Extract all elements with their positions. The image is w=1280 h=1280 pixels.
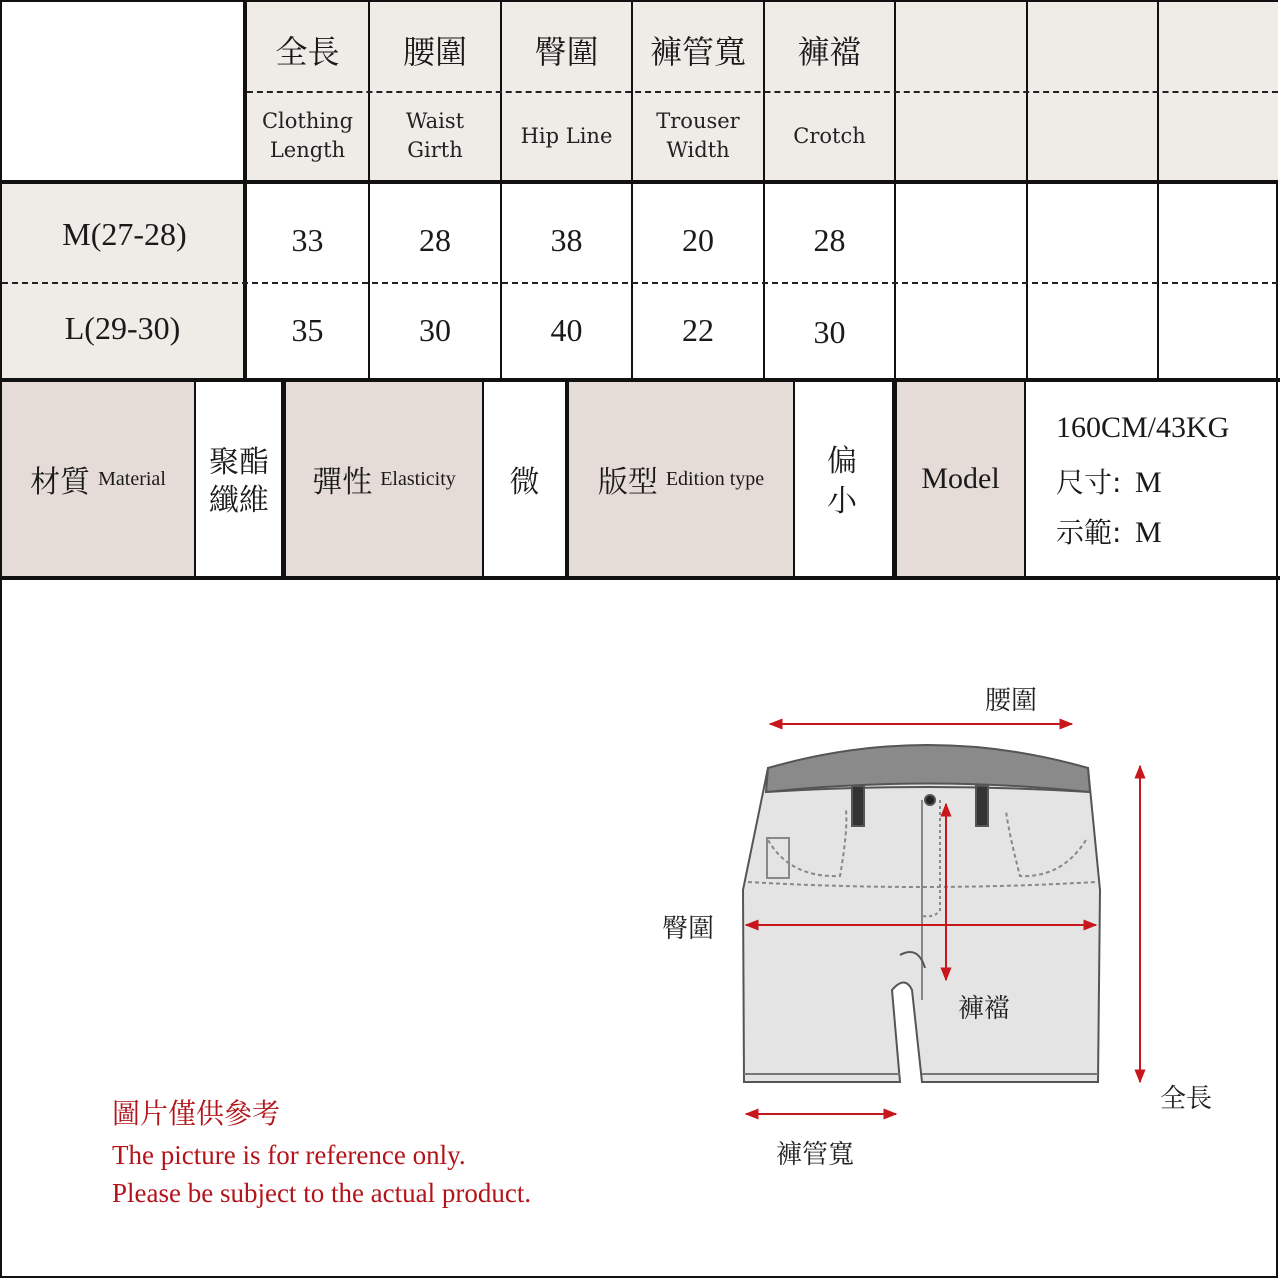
col-head-zh-trouser-width: 褲管寬 [649, 33, 746, 71]
model-label: Model [921, 462, 1000, 495]
col-head-en-crotch: Crotch [793, 123, 866, 148]
col-head-zh-length: 全長 [275, 33, 340, 71]
cell-m-crotch: 28 [813, 221, 846, 258]
col-head-en-trouser-width: Trouser Width [656, 109, 740, 162]
shorts-diagram [0, 580, 1280, 1276]
material-value: 聚酯纖維 [209, 445, 269, 518]
edition-label [569, 382, 793, 576]
model-demo-label: 示範: [1056, 516, 1122, 549]
note-line1: The picture is for reference only. [112, 1140, 466, 1170]
col-head-en-length: Clothing Length [261, 109, 354, 162]
elasticity-value: 微 [509, 465, 540, 500]
model-stats: 160CM/43KG [1056, 411, 1230, 444]
col-head-zh-hip: 臀圍 [534, 33, 599, 71]
model-size-value: M [1134, 466, 1162, 499]
label-crotch: 褲襠 [958, 994, 1011, 1024]
model-demo-value: M [1134, 516, 1162, 549]
material-label-en: Material [98, 467, 166, 490]
note-line2: Please be subject to the actual product. [112, 1178, 532, 1208]
edition-value: 偏小 [827, 444, 857, 519]
size-table [2, 2, 1278, 378]
size-label-m: M(27-28) [62, 215, 187, 252]
model-size-label: 尺寸: [1056, 466, 1122, 499]
material-label-zh: 材質 [30, 465, 91, 500]
cell-l-waist: 30 [419, 311, 451, 348]
label-length: 全長 [1160, 1084, 1213, 1114]
cell-m-length: 33 [291, 221, 324, 258]
cell-m-waist: 28 [419, 221, 451, 258]
col-head-zh-waist: 腰圍 [402, 33, 467, 71]
attributes-row [0, 382, 1280, 576]
cell-m-trouser-width: 20 [682, 221, 714, 258]
label-trouser-width: 褲管寬 [776, 1140, 855, 1170]
col-head-en-waist: Waist Girth [405, 109, 465, 162]
elasticity-label [286, 382, 482, 576]
elasticity-label-zh: 彈性 [312, 465, 373, 500]
elasticity-label-en: Elasticity [380, 467, 456, 490]
label-waist: 腰圍 [985, 686, 1038, 716]
col-head-zh-crotch: 褲襠 [797, 33, 862, 71]
edition-label-en: Edition type [665, 467, 765, 490]
model-info [1056, 408, 1276, 558]
cell-l-length: 35 [291, 311, 324, 348]
label-hip: 臀圍 [662, 914, 715, 944]
note-zh: 圖片僅供參考 [112, 1097, 281, 1130]
edition-label-zh: 版型 [597, 465, 658, 500]
cell-l-crotch: 30 [813, 313, 846, 350]
cell-l-hip: 40 [550, 311, 583, 348]
size-label-l: L(29-30) [64, 309, 181, 346]
col-head-en-hip: Hip Line [520, 123, 613, 148]
material-label [2, 382, 194, 576]
shorts-illustration [743, 745, 1100, 1082]
cell-m-hip: 38 [550, 221, 583, 258]
cell-l-trouser-width: 22 [682, 311, 714, 348]
